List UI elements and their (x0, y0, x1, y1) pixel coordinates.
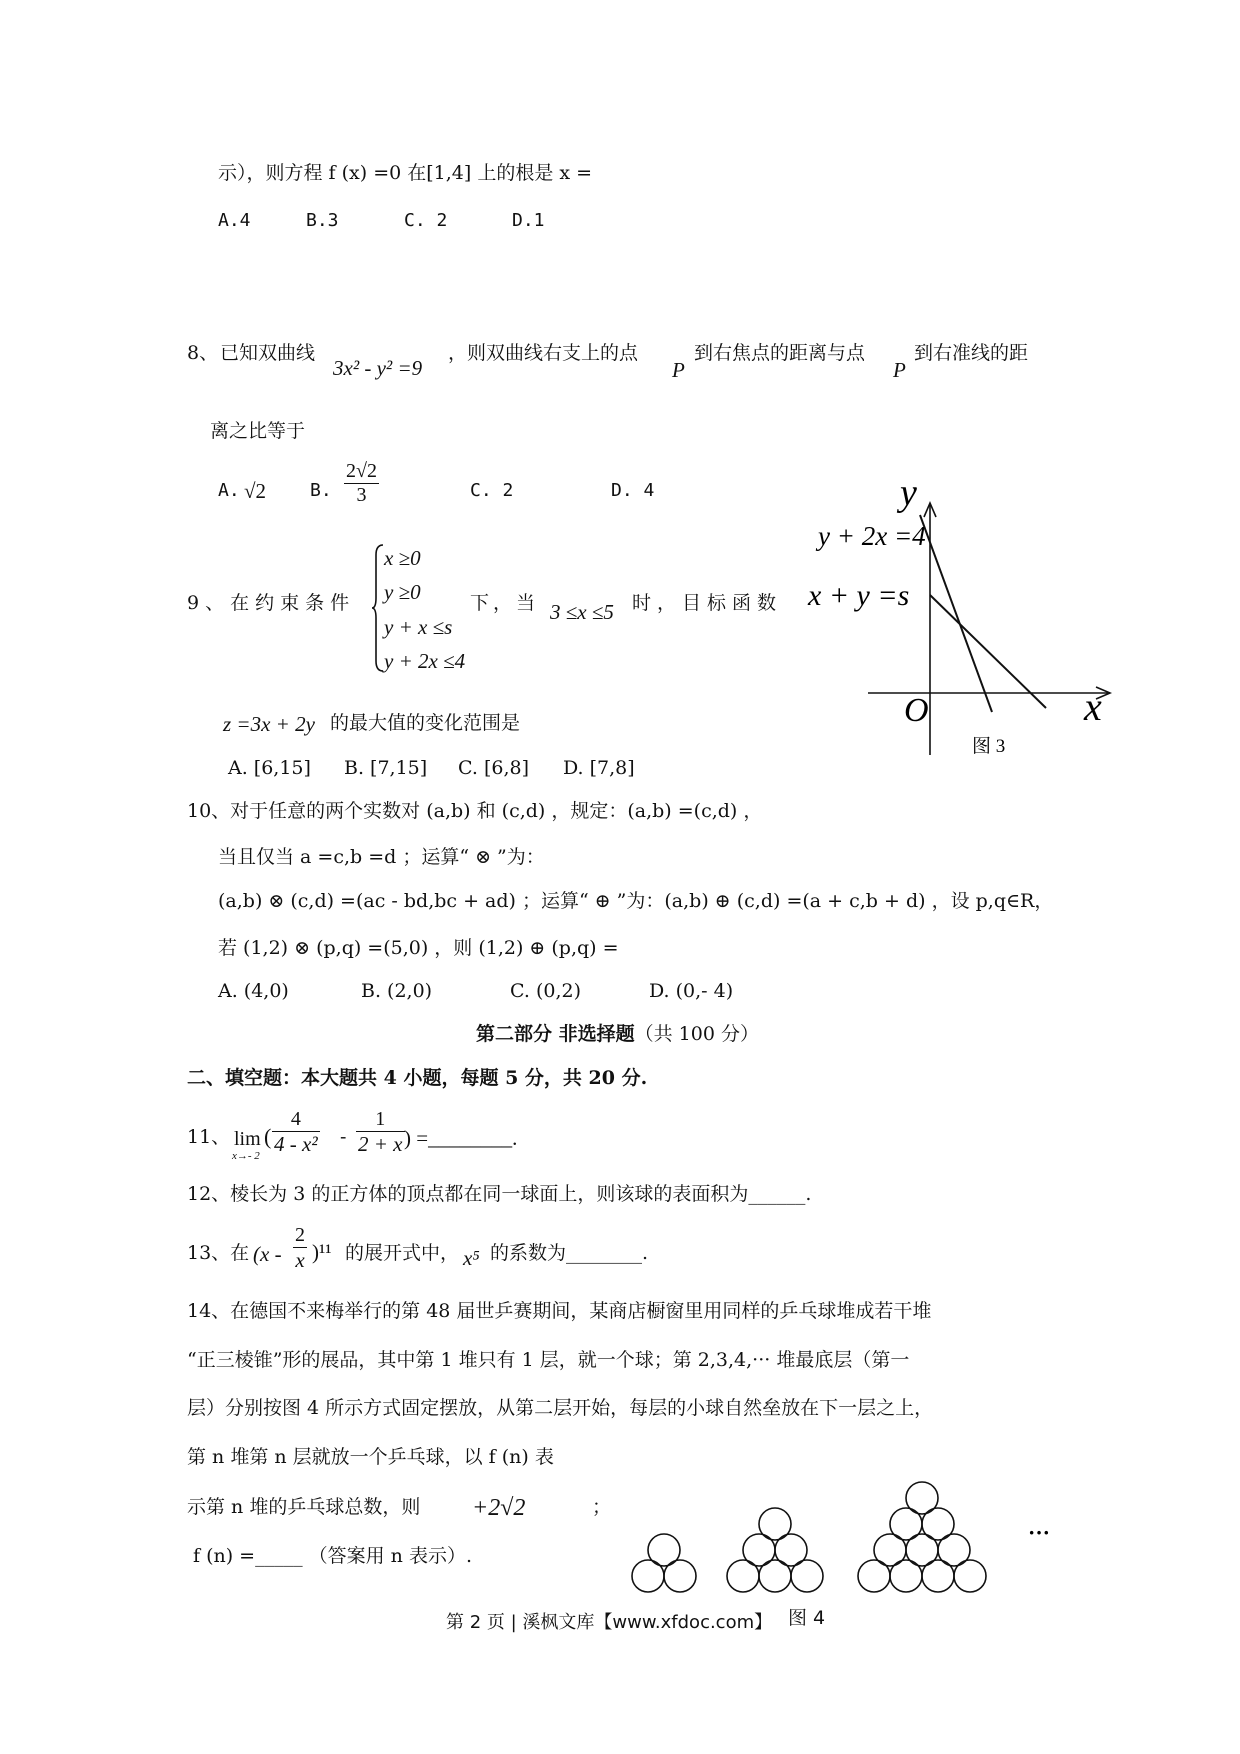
part2-title: 第二部分 非选择题 (476, 1023, 635, 1045)
page-footer: 第 2 页 | 溪枫文库【www.xfdoc.com】 (446, 1612, 773, 1633)
q11-lim: lim (234, 1128, 261, 1150)
fig4-ellipsis: ··· (1028, 1520, 1051, 1545)
q10-line2: 当且仅当 a =c,b =d ；运算“ ⊗ ”为： (218, 846, 545, 868)
q14-line4: 第 n 堆第 n 层就放一个乒乓球，以 f (n) 表 (187, 1446, 554, 1468)
q11-f2-numerator: 1 (356, 1108, 405, 1132)
q7-option-d: D.1 (512, 210, 545, 231)
q9-option-c: C. [6,8] (458, 757, 529, 779)
q11-f2-denominator: 2 + x (358, 1132, 403, 1156)
q10-line3: (a,b) ⊗ (c,d) =(ac - bd,bc + ad) ；运算“ ⊕ ”为：(a,b) ⊕ (c,d) =(a + c,b + d) ，设 p,q∈R， (218, 890, 1054, 912)
q9-text-mid: 下，当 (470, 592, 540, 614)
part2-heading (476, 1023, 759, 1046)
q13-expr: (x - (253, 1242, 282, 1266)
fig4-pile-3 (858, 1482, 986, 1592)
q8-point-p: P (672, 358, 685, 382)
fig4-pile-1 (632, 1534, 696, 1592)
q10-option-b: B. (2,0) (361, 980, 433, 1002)
q9-objective: z =3x + 2y (223, 712, 315, 736)
q9-range: 3 ≤x ≤5 (550, 600, 614, 624)
q8-line2: 离之比等于 (210, 420, 306, 442)
q7-option-b: B.3 (306, 210, 339, 231)
q10-option-c: C. (0,2) (510, 980, 581, 1002)
fig4-pile-2 (727, 1508, 823, 1592)
q9-constraint-4: y + 2x ≤4 (384, 649, 466, 673)
fig3-line-x-plus-y (930, 595, 1046, 708)
q9-constraint-2: y ≥0 (384, 580, 421, 604)
fig3-caption: 图 3 (972, 736, 1006, 757)
q13-power: )¹¹ (312, 1240, 332, 1264)
q11-tail: ) =________. (404, 1126, 518, 1150)
q8-option-c: C. 2 (470, 480, 514, 501)
q7-option-c: C. 2 (404, 210, 448, 231)
q13-numerator: 2 (295, 1224, 305, 1246)
q9-option-b: B. [7,15] (344, 757, 428, 779)
part2-suffix: （共 100 分） (634, 1023, 759, 1045)
q11-open-paren: ( (264, 1124, 272, 1149)
q14-line2: “正三棱锥”形的展品，其中第 1 堆只有 1 层，就一个球；第 2,3,4,··· 堆最底层（第一 (187, 1349, 910, 1371)
fig3-line1-label: y + 2x =4 (818, 521, 926, 551)
q9-lead: 9、在约束条件 (187, 592, 356, 614)
fig3-line2-label: x + y =s (808, 579, 910, 612)
q11-fraction-2 (356, 1108, 405, 1156)
q13-denominator: x (295, 1248, 305, 1272)
q8-option-a-label: A. (218, 480, 240, 501)
figure-4 (620, 1450, 1060, 1600)
q8-option-b-numerator: 2√2 (346, 460, 377, 482)
q14-line1: 14、在德国不来梅举行的第 48 届世乒赛期间，某商店橱窗里用同样的乒乓球堆成若干堆 (187, 1300, 932, 1322)
q8-text-mid1: ，则双曲线右支上的点 (448, 342, 639, 364)
q14-line5-tail: ； (592, 1496, 612, 1518)
q8-option-b-denominator: 3 (356, 484, 367, 506)
q7-option-a: A.4 (218, 210, 251, 231)
q8-text-mid3: 到右准线的距 (914, 342, 1029, 364)
q10-option-d: D. (0,- 4) (649, 980, 734, 1002)
q9-constraint-1: x ≥0 (384, 546, 421, 570)
q9-constraint-3: y + x ≤s (384, 615, 453, 639)
q14-line6: f (n) =_____ （答案用 n 表示）. (193, 1545, 472, 1567)
q12-text: 12、棱长为 3 的正方体的顶点都在同一球面上，则该球的表面积为______. (187, 1183, 812, 1205)
q13-pre: 13、在 (187, 1242, 250, 1264)
q9-text-tail: 时，目标函数 (632, 592, 783, 614)
fig3-origin-label: O (904, 692, 929, 729)
q9-left-brace (372, 543, 384, 673)
q14-line5: 示第 n 堆的乒乓球总数，则 (187, 1496, 421, 1518)
q11-f1-numerator: 4 (272, 1108, 320, 1132)
q10-option-a: A. (4,0) (218, 980, 289, 1002)
q11-lim-subscript: x→- 2 (232, 1150, 260, 1162)
q8-equation: 3x² - y² =9 (333, 356, 423, 380)
fig4-caption: 图 4 (788, 1607, 826, 1629)
q8-option-b-fraction (344, 460, 379, 507)
q10-line4: 若 (1,2) ⊗ (p,q) =(5,0) ，则 (1,2) ⊕ (p,q) = (218, 937, 619, 959)
q11-minus: - (340, 1126, 347, 1148)
q7-tail: 示），则方程 f (x) =0 在[1,4] 上的根是 x = (218, 162, 593, 184)
q13-x5: x⁵ (463, 1246, 480, 1270)
q11-fraction-1 (272, 1108, 320, 1156)
q14-artifact: +2√2 (472, 1495, 526, 1521)
q8-option-b-label: B. (310, 480, 332, 501)
fig3-y-label: y (900, 475, 917, 514)
q11-f1-denominator: 4 - x² (274, 1132, 318, 1156)
fig3-x-label: x (1084, 684, 1102, 729)
q10-line1: 10、对于任意的两个实数对 (a,b) 和 (c,d) ，规定：(a,b) =(c,d) ， (187, 800, 763, 822)
q8-option-d: D. 4 (611, 480, 655, 501)
q9-option-a: A. [6,15] (228, 757, 311, 779)
q8-point-p2: P (893, 358, 906, 382)
q9-line2: 的最大值的变化范围是 (330, 712, 521, 734)
q14-line3: 层）分别按图 4 所示方式固定摆放，从第二层开始，每层的小球自然垒放在下一层之上， (187, 1397, 934, 1419)
q8-text-pre: 已知双曲线 (220, 342, 316, 364)
q13-fraction (293, 1224, 307, 1272)
q13-mid: 的展开式中， (345, 1242, 460, 1264)
q11-number: 11、 (187, 1126, 231, 1148)
q13-tail: 的系数为________. (490, 1242, 649, 1264)
q8-text-mid2: 到右焦点的距离与点 (694, 342, 866, 364)
figure-3 (800, 475, 1130, 765)
q9-option-d: D. [7,8] (563, 757, 635, 779)
q8-number: 8、 (187, 342, 219, 364)
q8-option-a-value: √2 (244, 479, 267, 503)
section-2-heading: 二、填空题：本大题共 4 小题，每题 5 分，共 20 分. (187, 1067, 648, 1089)
